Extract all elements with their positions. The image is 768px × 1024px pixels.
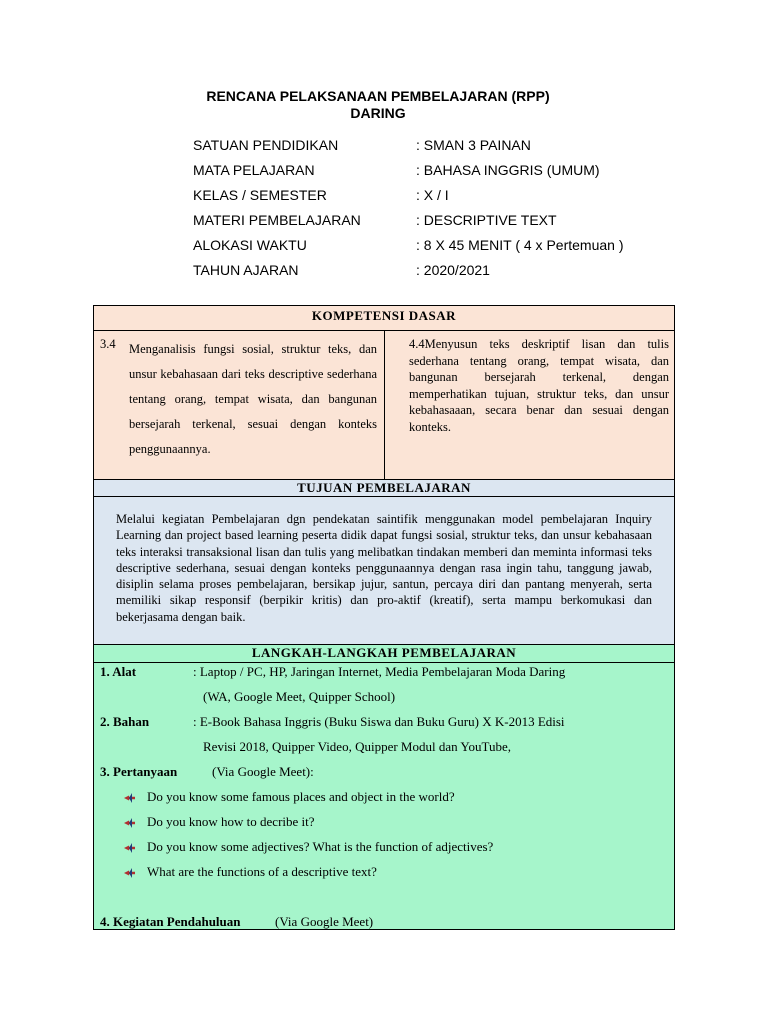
question-item: Do you know how to decribe it? (147, 814, 315, 829)
kompetensi-left-cell (93, 330, 385, 480)
info-value: : BAHASA INGGRIS (UMUM) (416, 162, 600, 178)
langkah-heading: LANGKAH-LANGKAH PEMBELAJARAN (93, 644, 675, 663)
bahan-value: : E-Book Bahasa Inggris (Buku Siswa dan Buku Guru) X K-2013 Edisi (193, 714, 565, 729)
pendahuluan-via: (Via Google Meet) (275, 914, 374, 929)
tujuan-body (93, 496, 675, 645)
tujuan-heading: TUJUAN PEMBELAJARAN (93, 479, 675, 497)
info-label: MATA PELAJARAN (193, 162, 315, 178)
arrow-bullet-icon (123, 866, 137, 880)
kd-number: 4.4 (409, 337, 425, 351)
kd-number: 3.4 (100, 337, 116, 351)
alat-label: 1. Alat (100, 664, 137, 679)
document-title: RENCANA PELAKSANAAN PEMBELAJARAN (RPP) (206, 88, 550, 104)
info-label: KELAS / SEMESTER (193, 187, 327, 203)
info-label: SATUAN PENDIDIKAN (193, 137, 339, 153)
kd-text-body: Menyusun teks deskriptif lisan dan tulis sederhana tentang orang, tempat wisata, dan bangunan bersejarah terkenal, dengan memperhatikan tujuan, struktur teks, dan unsur kebahasaaan, secara benar dan sesuai dengan konteks. (409, 337, 669, 434)
info-label: MATERI PEMBELAJARAN (193, 212, 361, 228)
alat-value-cont: (WA, Google Meet, Quipper School) (203, 689, 396, 704)
pertanyaan-label: 3. Pertanyaan (100, 764, 178, 779)
kd-text: Menganalisis fungsi sosial, struktur teks, dan unsur kebahasaan dari teks descriptive sederhana tentang orang, tempat wisata, dan bangunan bersejarah terkenal, sesuai dengan konteks penggunaannya. (129, 342, 377, 456)
info-value: : 8 X 45 MENIT ( 4 x Pertemuan ) (416, 237, 624, 253)
alat-value: : Laptop / PC, HP, Jaringan Internet, Media Pembelajaran Moda Daring (193, 664, 566, 679)
question-item: Do you know some adjectives? What is the function of adjectives? (147, 839, 494, 854)
arrow-bullet-icon (123, 816, 137, 830)
arrow-bullet-icon (123, 791, 137, 805)
kd-text (409, 336, 669, 435)
info-label: TAHUN AJARAN (193, 262, 299, 278)
bahan-label: 2. Bahan (100, 714, 150, 729)
info-value: : 2020/2021 (416, 262, 490, 278)
arrow-bullet-icon (123, 841, 137, 855)
kompetensi-right-cell (384, 330, 675, 480)
langkah-body (93, 662, 675, 930)
document-subtitle: DARING (350, 105, 406, 121)
info-value: : SMAN 3 PAINAN (416, 137, 531, 153)
info-value: : X / I (416, 187, 449, 203)
info-label: ALOKASI WAKTU (193, 237, 307, 253)
kompetensi-heading: KOMPETENSI DASAR (93, 305, 675, 331)
tujuan-text: Melalui kegiatan Pembelajaran dgn pendekatan saintifik menggunakan model pembelajaran Inquiry Learning dan project based learning peserta didik dapat fungsi sosial, struktur teks, dan unsur kebahasaan teks interaksi transaksional lisan dan tulis yang melibatkan tindakan memberi dan meminta informasi teks descriptive sederhana, sesuai dengan konteks penggunaannya dengan rasa ingin tahu, tanggung jawab, disiplin selama proses pembelajaran, bersikap jujur, santun, percaya diri dan pantang menyerah, serta memiliki sikap responsif (berpikir kritis) dan pro-aktif (kreatif), serta mampu berkomukasi dan bekerjasama dengan baik. (116, 512, 652, 624)
pertanyaan-via: (Via Google Meet): (212, 764, 314, 779)
pendahuluan-label: 4. Kegiatan Pendahuluan (100, 914, 241, 929)
question-item: Do you know some famous places and object in the world? (147, 789, 455, 804)
question-item: What are the functions of a descriptive text? (147, 864, 377, 879)
bahan-value-cont: Revisi 2018, Quipper Video, Quipper Modul dan YouTube, (203, 739, 511, 754)
info-value: : DESCRIPTIVE TEXT (416, 212, 557, 228)
